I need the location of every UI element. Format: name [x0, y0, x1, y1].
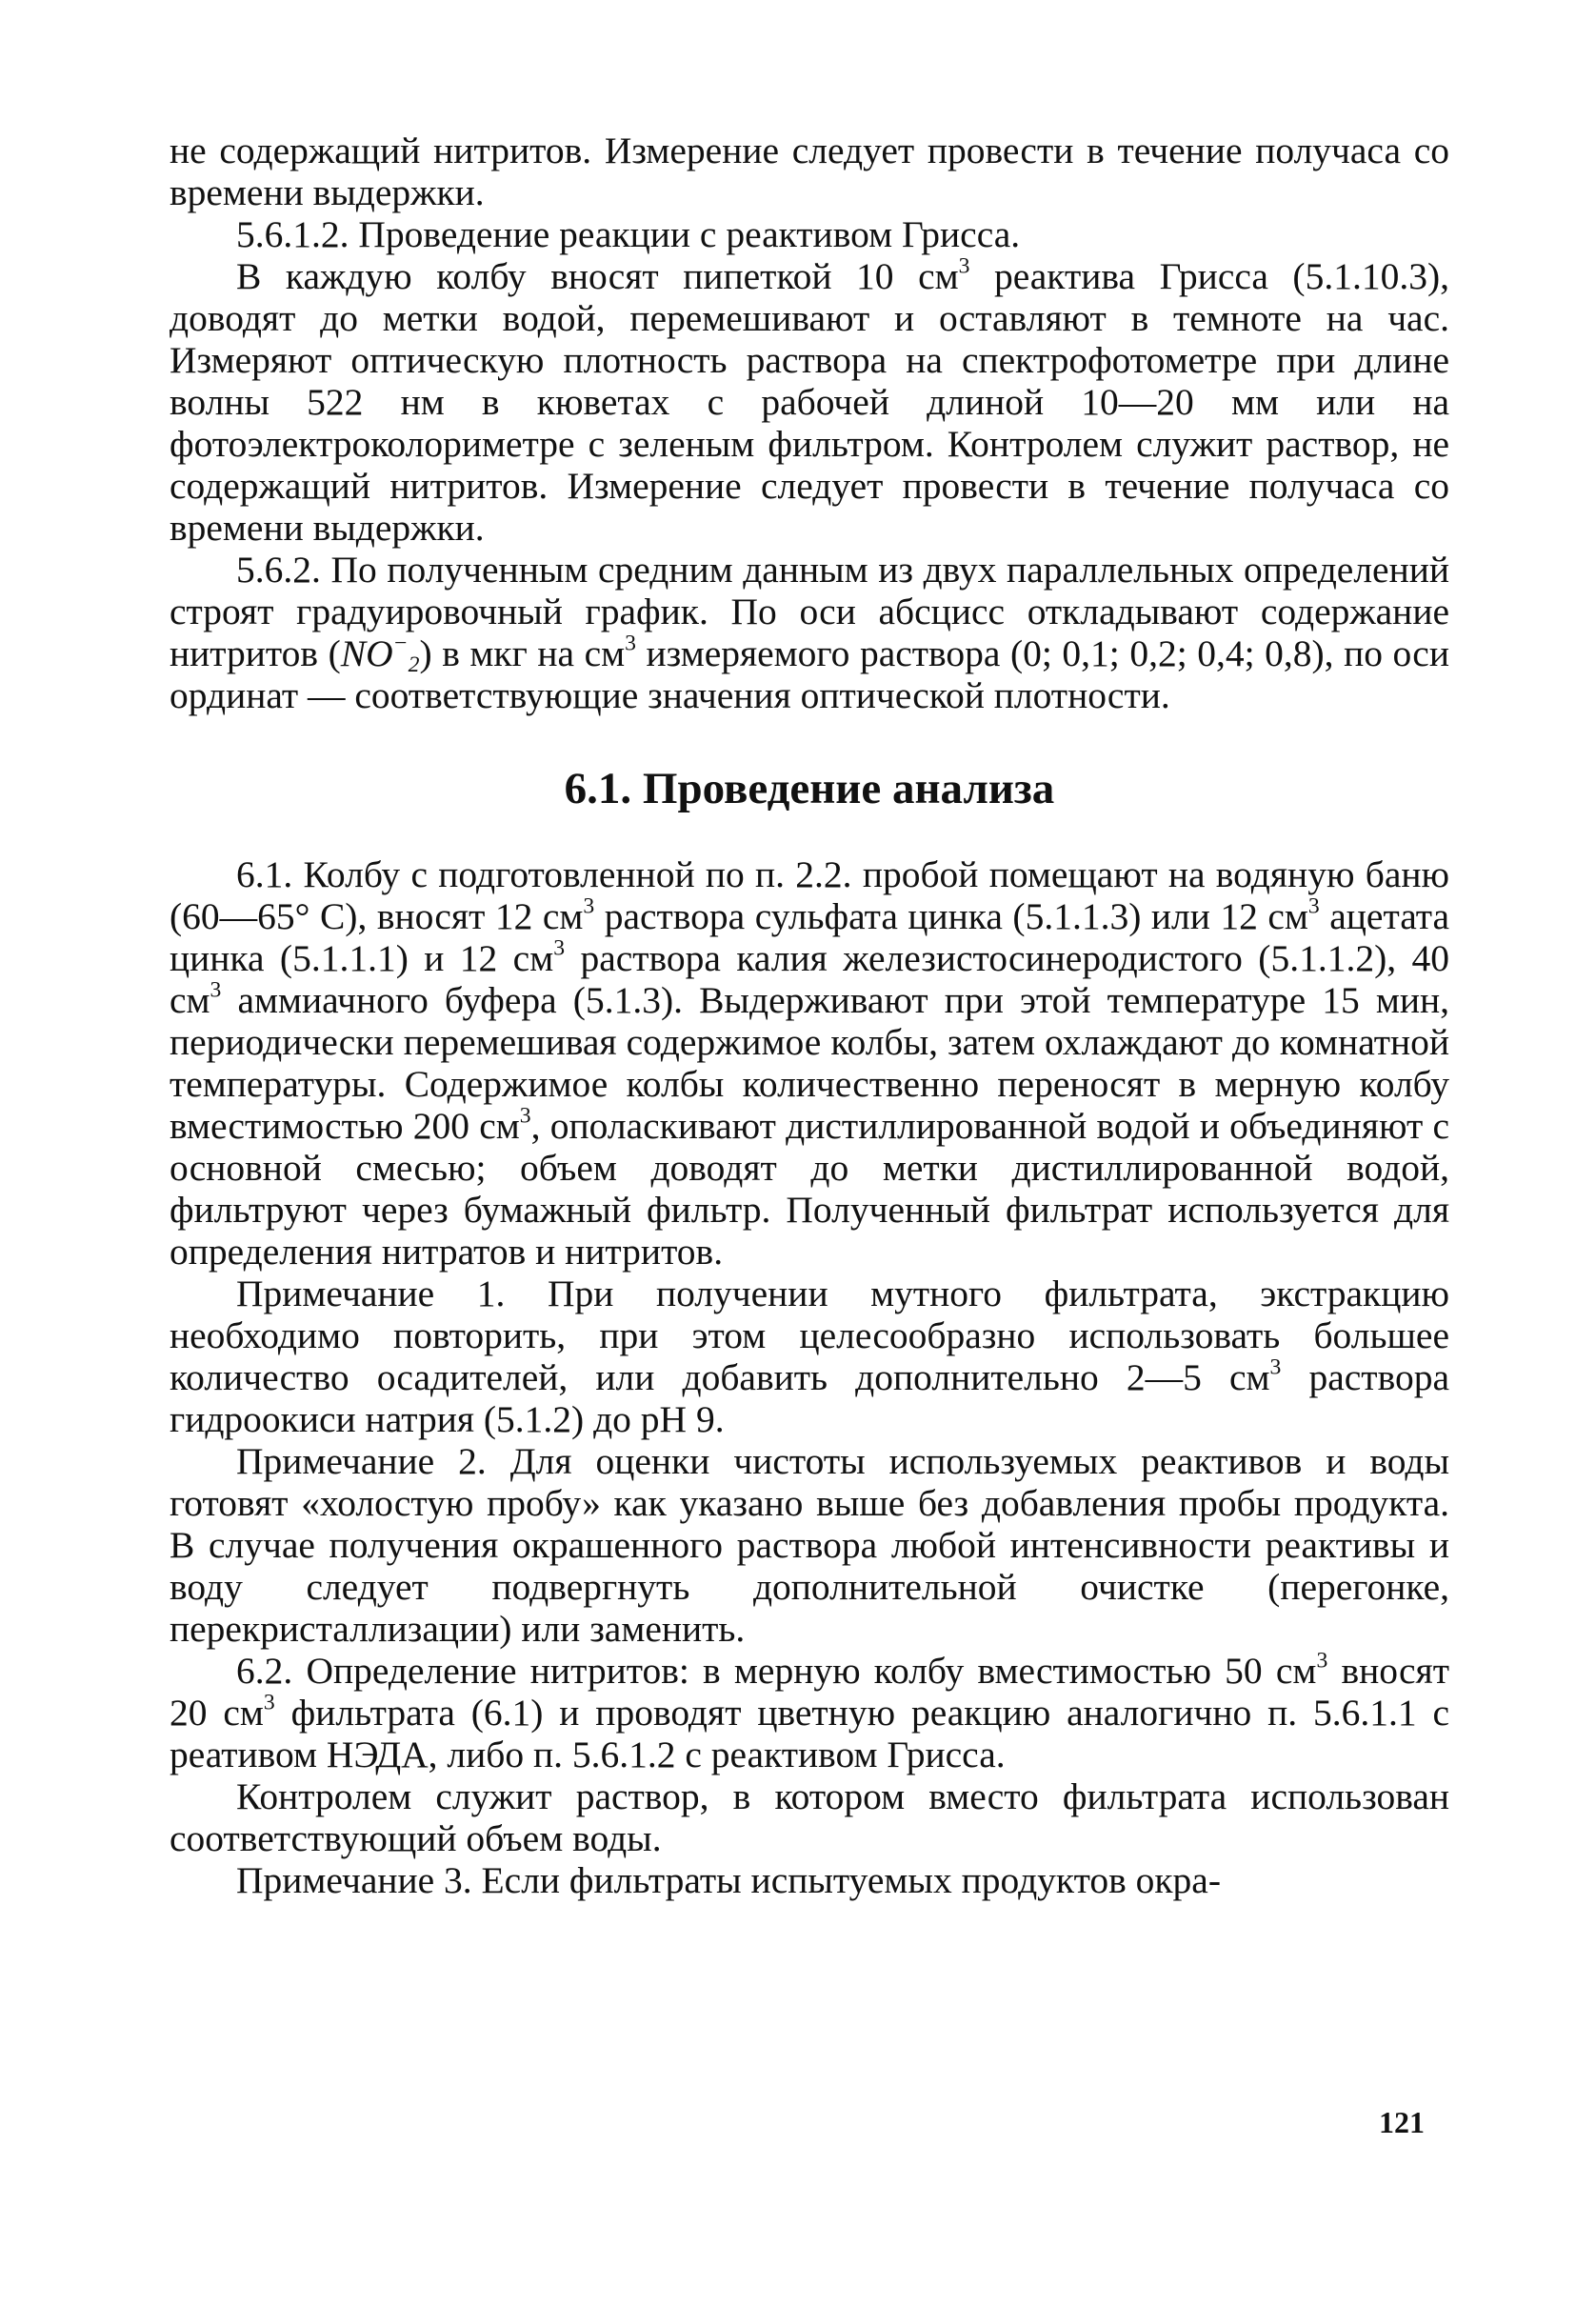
note-2: [170, 1440, 1449, 1650]
text: аммиачного буфера (5.1.3). Выдерживают при этой температуре 15 мин, периодически перемешивая содержимое колбы, затем охлаждают до комнатной температуры. Содержимое колбы количественно переносят в мерную колбу вместимостью 200 см: [170, 979, 1449, 1147]
paragraph-5-6-2: [170, 549, 1449, 716]
document-page: [170, 130, 1449, 1901]
formula-nitrite: [340, 631, 420, 677]
text: 6.1. Колбу с подготовленной по п. 2.2. пробой помещают на водяную баню (60—65° С), вносят 12 см: [170, 853, 1449, 937]
paragraph-continuation: [170, 130, 1449, 213]
text: 6.2. Определение нитритов: в мерную колбу вместимостью 50 см: [236, 1650, 1317, 1692]
text: ) в мкг на см: [419, 632, 626, 674]
text: реактива Грисса (5.1.10.3), доводят до метки водой, перемешивают и оставляют в темноте на час. Измеряют оптическую плотность раствора на спектрофотометре при длине волны 522 нм в кюветах с рабочей длиной 10—20 мм или на фотоэлектроколориметре с зеленым фильтром. Контролем служит раствор, не содержащий нитритов. Измерение следует провести в течение получаса со времени выдержки.: [170, 255, 1449, 549]
section-heading: 6.1. Проведение анализа: [564, 764, 1055, 813]
paragraph-griss-reaction: [170, 255, 1449, 549]
superscript: 3: [209, 977, 222, 1003]
text: В каждую колбу вносят пипеткой 10 см: [236, 255, 959, 297]
paragraph-6-1: [170, 853, 1449, 1273]
formula-charge: −: [392, 631, 409, 656]
formula-text: NO: [340, 632, 393, 674]
superscript: 3: [1307, 893, 1320, 919]
superscript: 3: [1316, 1648, 1328, 1674]
text: 5.6.2. По полученным средним данным из двух параллельных определений строят градуировочный график. По оси абсцисс откладывают содержание нитритов (: [170, 549, 1449, 674]
text: , ополаскивают дистиллированной водой и объединяют с основной смесью; объем доводят до метки дистиллированной водой, фильтруют через бумажный фильтр. Полученный фильтрат используется для определения нитратов и нитритов.: [170, 1105, 1450, 1273]
text: фильтрата (6.1) и проводят цветную реакцию аналогично п. 5.6.1.1 с реативом НЭДА, либо п. 5.6.1.2 с реактивом Грисса.: [170, 1692, 1449, 1775]
paragraph-5-6-1-2-title: [170, 213, 1449, 255]
text: 5.6.1.2. Проведение реакции с реактивом Грисса.: [236, 213, 1021, 255]
text: раствора сульфата цинка (5.1.1.3) или 12 см: [594, 895, 1308, 937]
text: Примечание 3. Если фильтраты испытуемых продуктов окра-: [236, 1859, 1221, 1901]
formula-index: 2: [408, 652, 420, 677]
superscript: 3: [958, 253, 970, 279]
text: Примечание 1. При получении мутного фильтрата, экстракцию необходимо повторить, при этом целесообразно использовать большее количество осадителей, или добавить дополнительно 2—5 см: [170, 1273, 1449, 1398]
superscript: 3: [1269, 1354, 1282, 1380]
note-1: [170, 1273, 1449, 1440]
superscript: 3: [553, 935, 566, 961]
text: Контролем служит раствор, в котором вместо фильтрата использован соответствующий объем воды.: [170, 1775, 1449, 1859]
text: раствора калия железистосинеродистого (5.1.1.2), 40 см: [170, 937, 1449, 1021]
paragraph-6-2: [170, 1650, 1449, 1775]
text: не содержащий нитритов. Измерение следует провести в течение получаса со времени выдержки.: [170, 130, 1449, 213]
superscript: 3: [519, 1103, 531, 1129]
superscript: 3: [583, 893, 595, 919]
superscript: 3: [263, 1690, 275, 1715]
text: вносят 20 см: [170, 1650, 1449, 1734]
paragraph-control: [170, 1775, 1449, 1859]
superscript: 3: [625, 631, 636, 656]
text: раствора гидроокиси натрия (5.1.2) до рН 9.: [170, 1356, 1449, 1440]
note-3: [170, 1859, 1449, 1901]
text: измеряемого раствора (0; 0,1; 0,2; 0,4; 0,8), по оси ординат — соответствующие значения оптической плотности.: [170, 632, 1449, 716]
text: ацетата цинка (5.1.1.1) и 12 см: [170, 895, 1449, 979]
text: Примечание 2. Для оценки чистоты используемых реактивов и воды готовят «холостую пробу» как указано выше без добавления пробы продукта. В случае получения окрашенного раствора любой интенсивности реактивы и воду следует подвергнуть дополнительной очистке (перегонке, перекристаллизации) или заменить.: [170, 1440, 1449, 1650]
page-number: 121: [1379, 2105, 1425, 2139]
